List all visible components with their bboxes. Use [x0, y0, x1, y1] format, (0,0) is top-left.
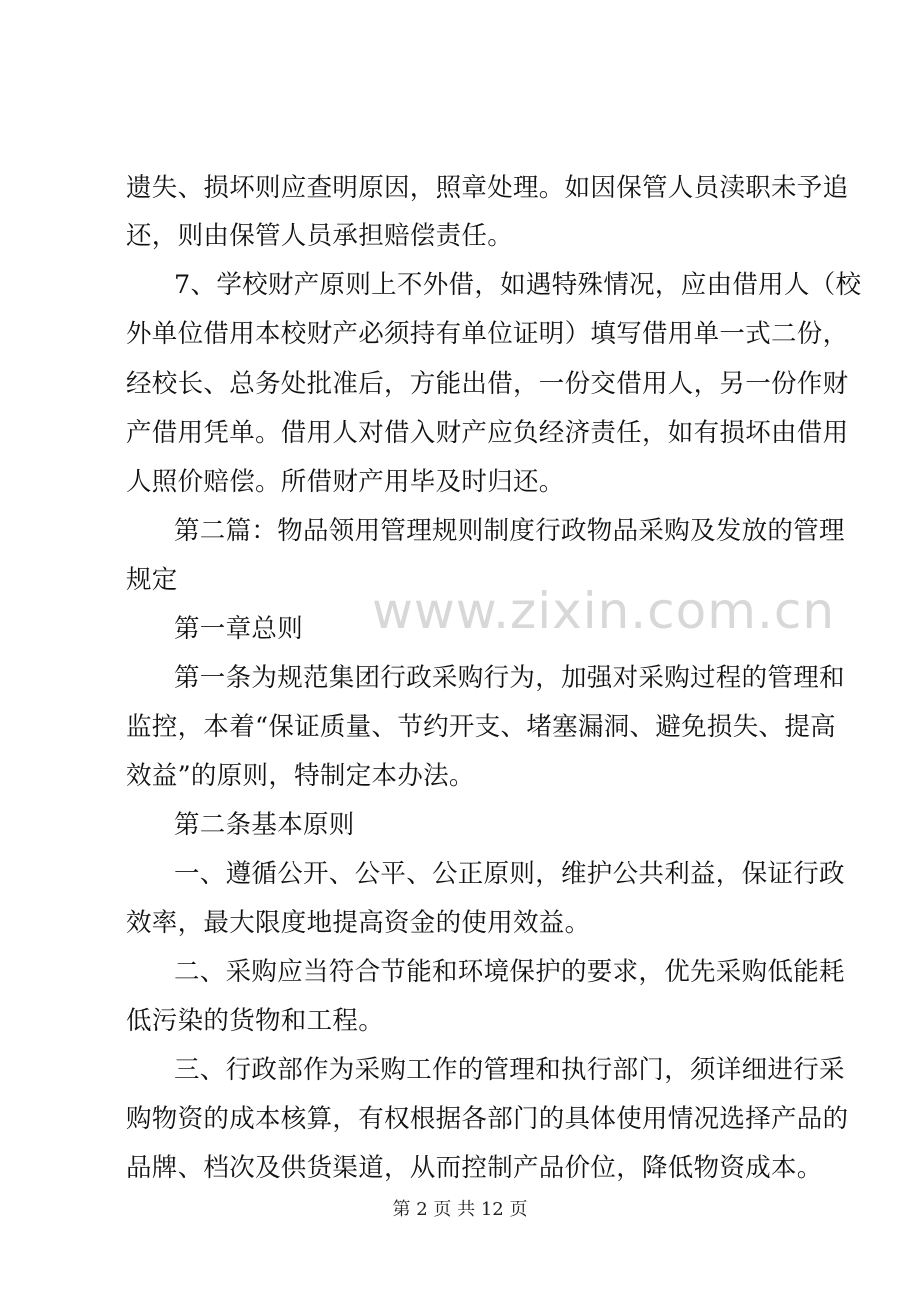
text-line: 遗失、损坏则应查明原因，照章处理。如因保管人员渎职未予追: [126, 173, 849, 203]
watermark: www.zixin.com.cn: [372, 582, 836, 640]
text-line: 三、行政部作为采购工作的管理和执行部门，须详细进行采: [174, 1055, 845, 1085]
text-line: 二、采购应当符合节能和环境保护的要求，优先采购低能耗: [174, 957, 845, 987]
text-line: 购物资的成本核算，有权根据各部门的具体使用情况选择产品的: [126, 1104, 849, 1134]
text-line: 7、学校财产原则上不外借，如遇特殊情况，应由借用人（校: [174, 270, 862, 300]
text-line: 品牌、档次及供货渠道，从而控制产品价位，降低物资成本。: [126, 1153, 823, 1183]
text-line: 效益”的原则，特制定本办法。: [126, 761, 475, 791]
text-line: 低污染的货物和工程。: [126, 1006, 385, 1036]
text-line: 还，则由保管人员承担赔偿责任。: [126, 221, 514, 251]
text-line: 人照价赔偿。所借财产用毕及时归还。: [126, 467, 565, 497]
text-line: 一、遵循公开、公平、公正原则，维护公共利益，保证行政: [174, 859, 845, 889]
text-line: 经校长、总务处批准后，方能出借，一份交借用人，另一份作财: [126, 369, 849, 399]
text-line: 外单位借用本校财产必须持有单位证明）填写借用单一式二份，: [126, 319, 849, 349]
section-heading-continuation: 规定: [126, 565, 178, 595]
text-line: 第一条为规范集团行政采购行为，加强对采购过程的管理和: [174, 663, 845, 693]
article-heading: 第二条基本原则: [174, 810, 355, 840]
section-heading: 第二篇：物品领用管理规则制度行政物品采购及发放的管理: [174, 516, 845, 546]
text-line: 效率，最大限度地提高资金的使用效益。: [126, 908, 591, 938]
text-line: 监控，本着“保证质量、节约开支、堵塞漏洞、避免损失、提高: [126, 712, 836, 742]
page-number-footer: 第 2 页 共 12 页: [392, 1199, 528, 1220]
chapter-heading: 第一章总则: [174, 614, 304, 644]
text-line: 产借用凭单。借用人对借入财产应负经济责任，如有损坏由借用: [126, 418, 849, 448]
